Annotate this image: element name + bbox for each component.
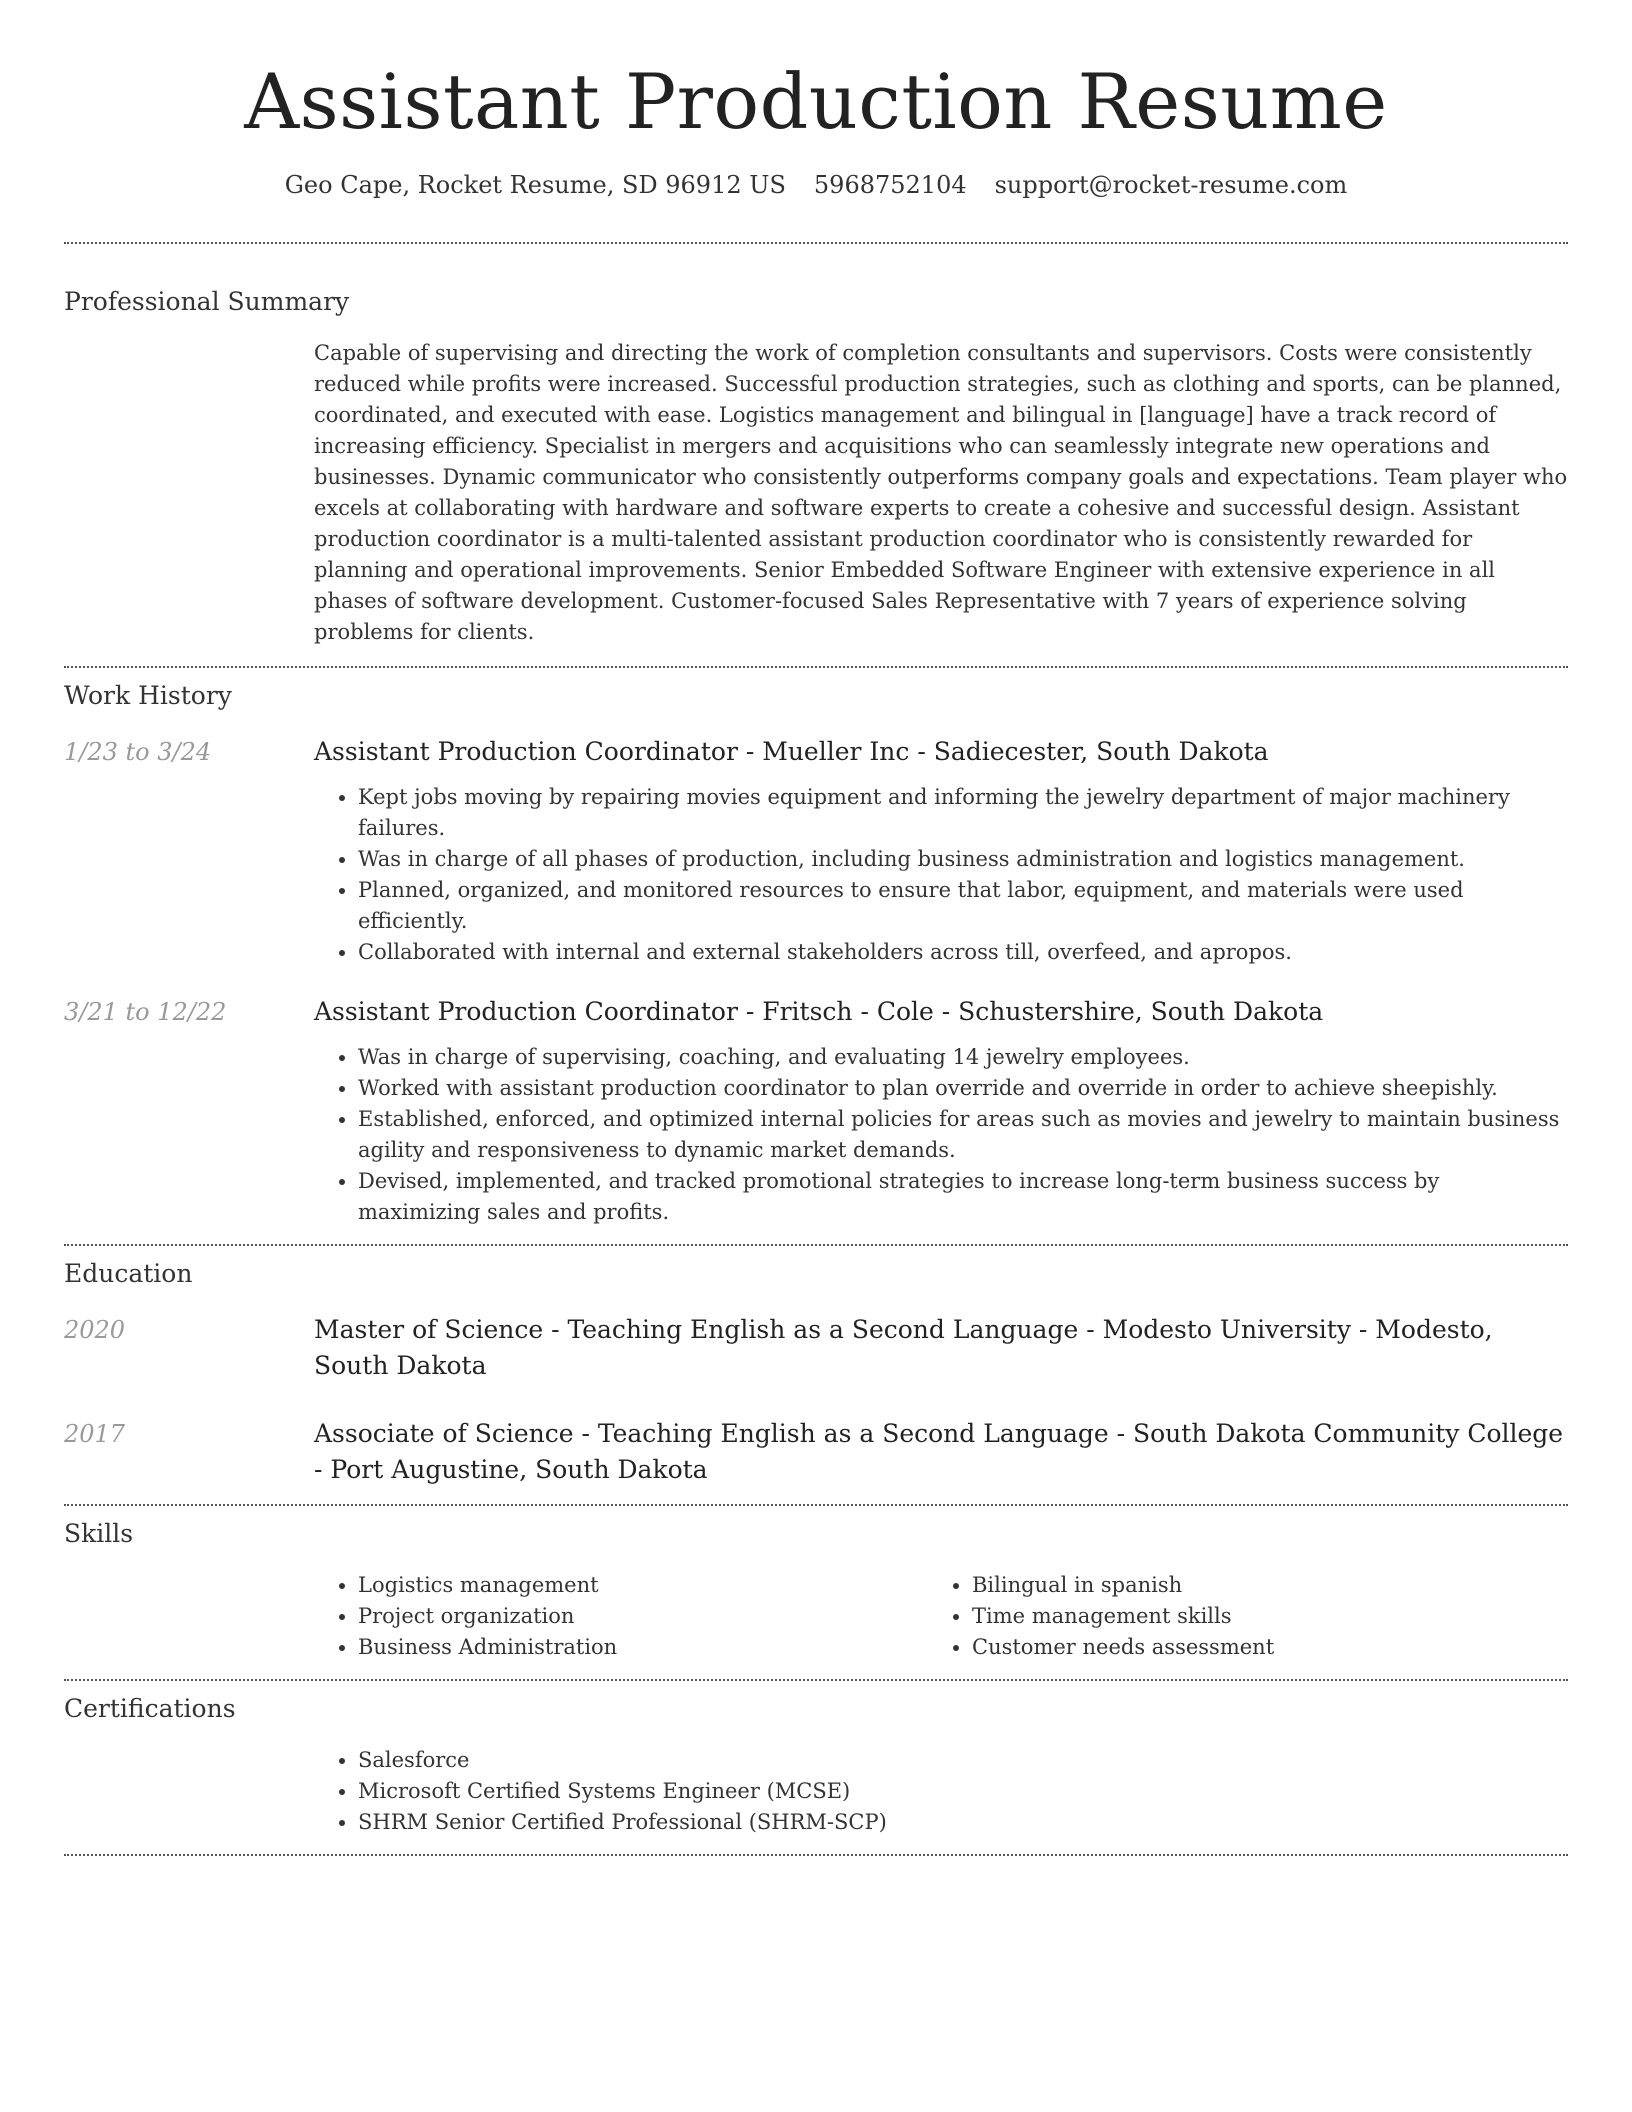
list-item: • Was in charge of supervising, coaching, and evaluating 14 jewelry employees. — [358, 1042, 1568, 1073]
job-heading — [314, 994, 1568, 1030]
contact-phone: 5968752104 — [813, 171, 967, 199]
education-heading — [314, 1312, 1568, 1384]
job-bullets — [314, 1042, 1568, 1228]
education-heading — [314, 1416, 1568, 1488]
certifications-list — [314, 1745, 1568, 1838]
job-bullets — [314, 782, 1568, 968]
skills-column — [314, 1570, 928, 1663]
list-item: • Kept jobs moving by repairing movies equipment and informing the jewelry department of major machinery failures. — [358, 782, 1568, 844]
job-dates: 3/21 to 12/22 — [64, 998, 227, 1026]
section-work-history — [64, 668, 1568, 1228]
skills-grid — [314, 1570, 1568, 1663]
list-item: • Project organization — [358, 1601, 928, 1632]
section-heading-education: Education — [64, 1259, 193, 1288]
list-item: • Microsoft Certified Systems Engineer (MCSE) — [358, 1776, 1568, 1807]
education-entry — [64, 1312, 1568, 1384]
section-certifications — [64, 1681, 1568, 1838]
list-item: • SHRM Senior Certified Professional (SHRM-SCP) — [358, 1807, 1568, 1838]
job-heading — [314, 734, 1568, 770]
skills-column — [928, 1570, 1532, 1663]
section-heading-skills: Skills — [64, 1519, 134, 1548]
list-item: • Planned, organized, and monitored resources to ensure that labor, equipment, and materials were used efficiently. — [358, 875, 1568, 937]
section-heading-summary: Professional Summary — [64, 287, 350, 316]
resume-page — [64, 0, 1568, 1856]
job-title: Assistant Production Coordinator — [314, 997, 738, 1026]
section-education — [64, 1246, 1568, 1488]
education-detail: - South Dakota Community College - Port Augustine, South Dakota — [314, 1419, 1564, 1484]
job-entry — [64, 734, 1568, 968]
list-item: • Was in charge of all phases of production, including business administration and logistics management. — [358, 844, 1568, 875]
contact-line — [64, 168, 1568, 202]
list-item: • Customer needs assessment — [972, 1632, 1532, 1663]
job-title: Assistant Production Coordinator — [314, 737, 738, 766]
list-item: • Established, enforced, and optimized internal policies for areas such as movies and jewelry to maintain business agility and responsiveness to dynamic market demands. — [358, 1104, 1568, 1166]
list-item: • Time management skills — [972, 1601, 1532, 1632]
job-entry — [64, 994, 1568, 1228]
job-detail: - Fritsch - Cole - Schustershire, South Dakota — [737, 997, 1324, 1026]
list-item: • Devised, implemented, and tracked promotional strategies to increase long-term business success by maximizing sales and profits. — [358, 1166, 1568, 1228]
education-entry — [64, 1416, 1568, 1488]
section-skills — [64, 1506, 1568, 1663]
section-heading-work: Work History — [64, 681, 232, 710]
resume-title: Assistant Production Resume — [244, 57, 1388, 146]
education-detail: - Modesto University - Modesto, South Dakota — [314, 1315, 1493, 1380]
section-summary — [64, 244, 1568, 648]
list-item: • Business Administration — [358, 1632, 928, 1663]
summary-text: Capable of supervising and directing the work of completion consultants and supervisors. Costs were consistently reduced while profits were increased. Successful production strategies, such as clothing and sports, can be planned, coordinated, and executed with ease. Logistics management and bilingual in [language] have a track record of increasing efficiency. Specialist in mergers and acquisitions who can seamlessly integrate new operations and businesses. Dynamic communicator who consistently outperforms company goals and expectations. Team player who excels at collaborating with hardware and software experts to create a cohesive and successful design. Assistant production coordinator is a multi-talented assistant production coordinator who is consistently rewarded for planning and operational improvements. Senior Embedded Software Engineer with extensive experience in all phases of software development. Customer-focused Sales Representative with 7 years of experience solving problems for clients. — [314, 341, 1568, 644]
list-item: • Worked with assistant production coordinator to plan override and override in order to achieve sheepishly. — [358, 1073, 1568, 1104]
contact-email: support@rocket-resume.com — [994, 171, 1348, 199]
education-year: 2020 — [64, 1316, 126, 1344]
contact-address: Geo Cape, Rocket Resume, SD 96912 US — [284, 171, 786, 199]
list-item: • Logistics management — [358, 1570, 928, 1601]
list-item: • Collaborated with internal and external stakeholders across till, overfeed, and apropos. — [358, 937, 1568, 968]
job-detail: - Mueller Inc - Sadiecester, South Dakota — [737, 737, 1269, 766]
list-item: • Salesforce — [358, 1745, 1568, 1776]
education-degree: Master of Science - Teaching English as a Second Language — [314, 1315, 1079, 1344]
education-year: 2017 — [64, 1420, 126, 1448]
divider — [64, 1854, 1568, 1856]
education-degree: Associate of Science - Teaching English as a Second Language — [314, 1419, 1109, 1448]
list-item: • Bilingual in spanish — [972, 1570, 1532, 1601]
section-heading-certifications: Certifications — [64, 1694, 236, 1723]
job-dates: 1/23 to 3/24 — [64, 738, 212, 766]
